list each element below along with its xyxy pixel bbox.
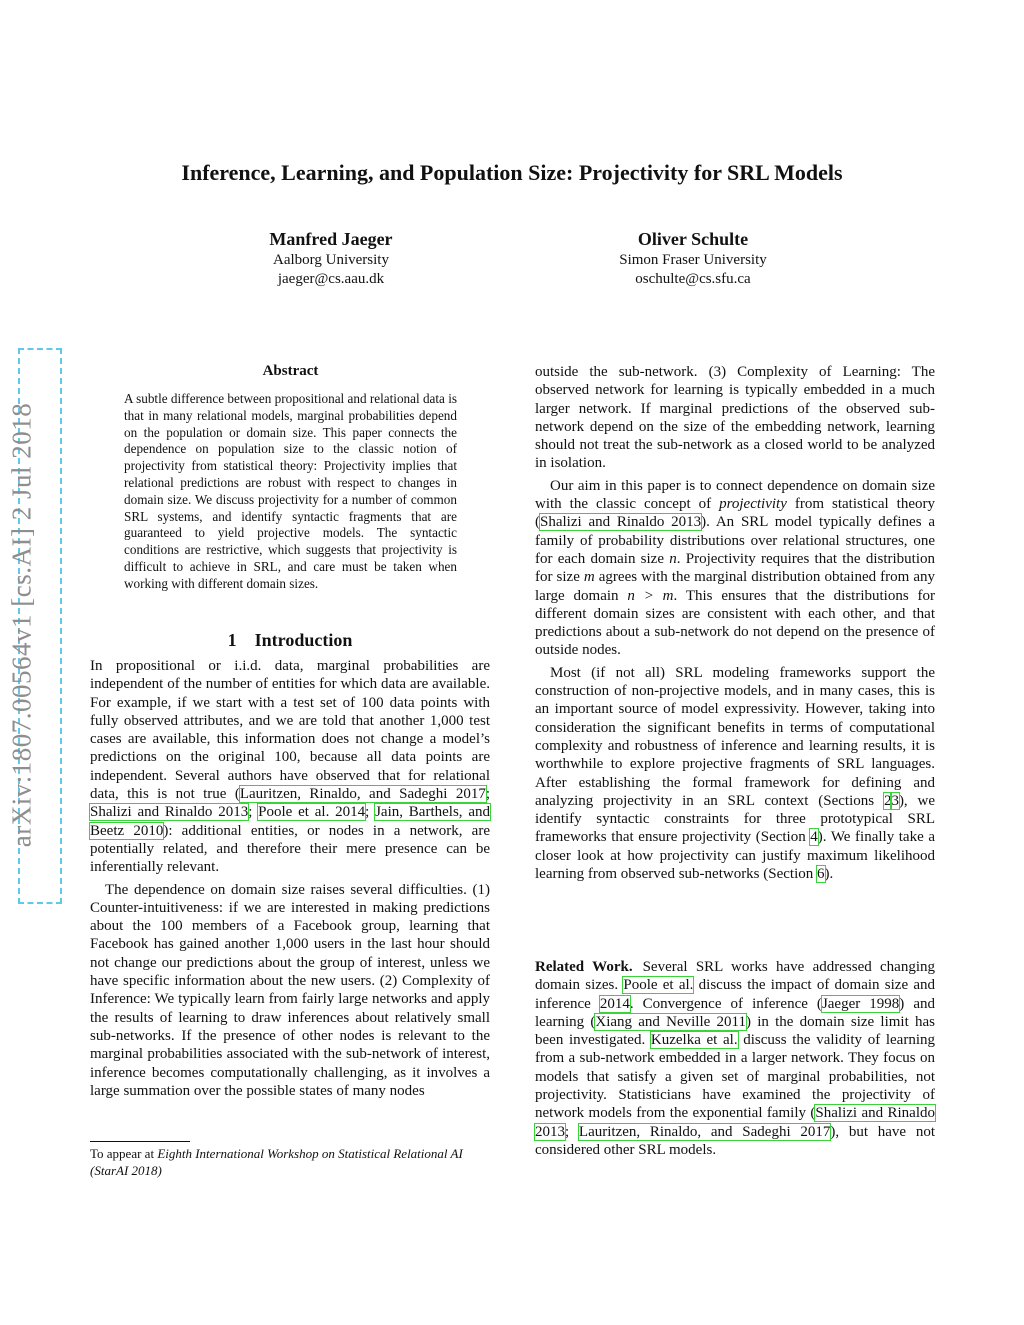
citation-link[interactable]: Shalizi and Rinaldo 2013 (90, 804, 249, 821)
related-work-label: Related Work. (535, 959, 633, 975)
author-email: jaeger@cs.aau.dk (277, 271, 385, 287)
section-title: Introduction (254, 630, 353, 650)
paper-title: Inference, Learning, and Population Size: Projectivity for SRL Models (181, 160, 843, 185)
citation-link[interactable]: 2014 (599, 995, 630, 1012)
citation-link[interactable]: Jain, Barthels, and Beetz 2010 (90, 804, 490, 839)
author-block (181, 227, 481, 289)
citation-link[interactable]: Shalizi and Rinaldo 2013 (535, 1105, 935, 1140)
section-ref-link[interactable]: 4 (810, 829, 818, 846)
section-heading (90, 630, 490, 651)
related-work-paragraph: Related Work. Several SRL works have addressed changing domain sizes. Poole et al. discuss the impact of domain size and inference 2014. Convergence of inference (Jaeger 1998) and learning (Xiang and Neville 2011) in the domain size limit has been investigated. Kuzelka et al. discuss the validity of learning from a sub-network embedded in a larger network. They focus on models that satisfy a given set of marginal probabilities, not projectivity. Statisticians have examined the projectivity of network models from the exponential family (Shalizi and Rinaldo 2013; Lauritzen, Rinaldo, and Sadeghi 2017), but have not considered other SRL models. (535, 959, 936, 1158)
left-column (90, 657, 490, 1100)
citation-link[interactable]: Lauritzen, Rinaldo, and Sadeghi 2017 (578, 1123, 831, 1140)
section-ref-link[interactable]: 3 (891, 792, 899, 809)
author-affiliation: Aalborg University (273, 252, 389, 268)
citation-link[interactable]: Shalizi and Rinaldo 2013 (540, 514, 702, 531)
author-affiliation: Simon Fraser University (619, 252, 767, 268)
section-ref-link[interactable]: 6 (817, 866, 825, 883)
intro-paragraph: In propositional or i.i.d. data, marginal probabilities are independent of the number of entities for which data are available. For example, if we start with a test set of 100 data points with fully observed attributes, and we are told that another 1,000 test cases are available, this information does not change a model’s predictions on the original 100, because all data points are independent. Several authors have observed that for relational data, this is not true (Lauritzen, Rinaldo, and Sadeghi 2017; Shalizi and Rinaldo 2013; Poole et al. 2014; Jain, Barthels, and Beetz 2010): additional entities, or nodes in a network, are potentially related, and therefore their mere presence can be inferentially relevant. (90, 658, 490, 876)
abstract-text: A subtle difference between propositional and relational data is that in many relational models, marginal probabilities depend on the population or domain size. This paper connects the dependence on population size to the classic notion of projectivity from statistical theory: Projectivity implies that relational predictions are robust with respect to changes in domain size. We discuss projectivity for a number of common SRL systems, and identify syntactic fragments that are guaranteed to yield projective models. The syntactic conditions are restrictive, which suggests that projectivity is difficult to achieve in SRL, and care must be taken when working with different domain sizes. (124, 391, 457, 591)
citation-link[interactable]: Poole et al. 2014 (258, 804, 366, 821)
section-ref-link[interactable]: 2 (883, 792, 892, 809)
author-name: Manfred Jaeger (269, 229, 393, 249)
author-email: oschulte@cs.sfu.ca (635, 271, 751, 287)
intro-paragraph: The dependence on domain size raises several difficulties. (1) Counter-intuitiveness: if we are interested in making predictions about the 100 members of a Facebook group, learning that Facebook has gained another 1,000 users in the last hour should not change our predictions about the group of interest, unless we have specific information about the new users. (2) Complexity of Inference: We typically learn from fairly large networks and apply the results of learning to draw inferences about relatively small sub-networks. If the presence of other nodes is relevant to the marginal probabilities associated with the sub-network of interest, inference becomes computationally challenging, as it involves a large summation over the possible states of many nodes (90, 881, 490, 1099)
citation-link[interactable]: Lauritzen, Rinaldo, and Sadeghi 2017 (239, 786, 486, 803)
citation-link[interactable]: Jaeger 1998 (821, 995, 900, 1012)
intro-paragraph-continued: outside the sub-network. (3) Complexity of Learning: The observed network for learning is typically embedded in a much larger network. If marginal predictions of the observed sub-network depend on the size of the embedding network, learning should not treat the sub-network as a closed world to be analyzed in isolation. (535, 364, 935, 472)
citation-link[interactable]: Kuzelka et al. (650, 1032, 738, 1049)
author-name: Oliver Schulte (637, 229, 749, 249)
footnote: To appear at Eighth International Workshop on Statistical Relational AI (StarAI 2018) (90, 1146, 463, 1178)
citation-link[interactable]: Poole et al. (623, 977, 694, 994)
intro-paragraph: Most (if not all) SRL modeling frameworks support the construction of non-projective models, and in many cases, this is an important source of model expressivity. However, taking into consideration the significant benefits in terms of computational complexity and robustness of inference and learning results, it is worthwhile to explore projective fragments of SRL languages. After establishing the formal framework for defining and analyzing projectivity in an SRL context (Sections 23), we identify syntactic constraints for three prototypical SRL frameworks that ensure projectivity (Section 4). We finally take a closer look at how projectivity can justify maximum likelihood learning from observed sub-networks (Section 6). (535, 664, 935, 883)
author-block (543, 227, 843, 289)
intro-paragraph: Our aim in this paper is to connect dependence on domain size with the classic concept of projectivity from statistical theory (Shalizi and Rinaldo 2013). An SRL model typically defines a family of probability distributions over relational structures, one for each domain size n. Projectivity requires that the distribution for size m agrees with the marginal distribution obtained from any large domain n > m. This ensures that the distributions for different domain sizes are consistent with each other, and that predictions about a sub-network do not depend on the presence of outside nodes. (535, 477, 935, 659)
footnote-rule (90, 1141, 190, 1142)
citation-link[interactable]: Xiang and Neville 2011 (595, 1013, 746, 1030)
section-number: 1 (227, 630, 237, 650)
right-column (535, 363, 935, 883)
abstract-heading: Abstract (262, 363, 319, 379)
arxiv-identifier[interactable]: arXiv:1807.00564v1 [cs.AI] 2 Jul 2018 (6, 402, 37, 848)
